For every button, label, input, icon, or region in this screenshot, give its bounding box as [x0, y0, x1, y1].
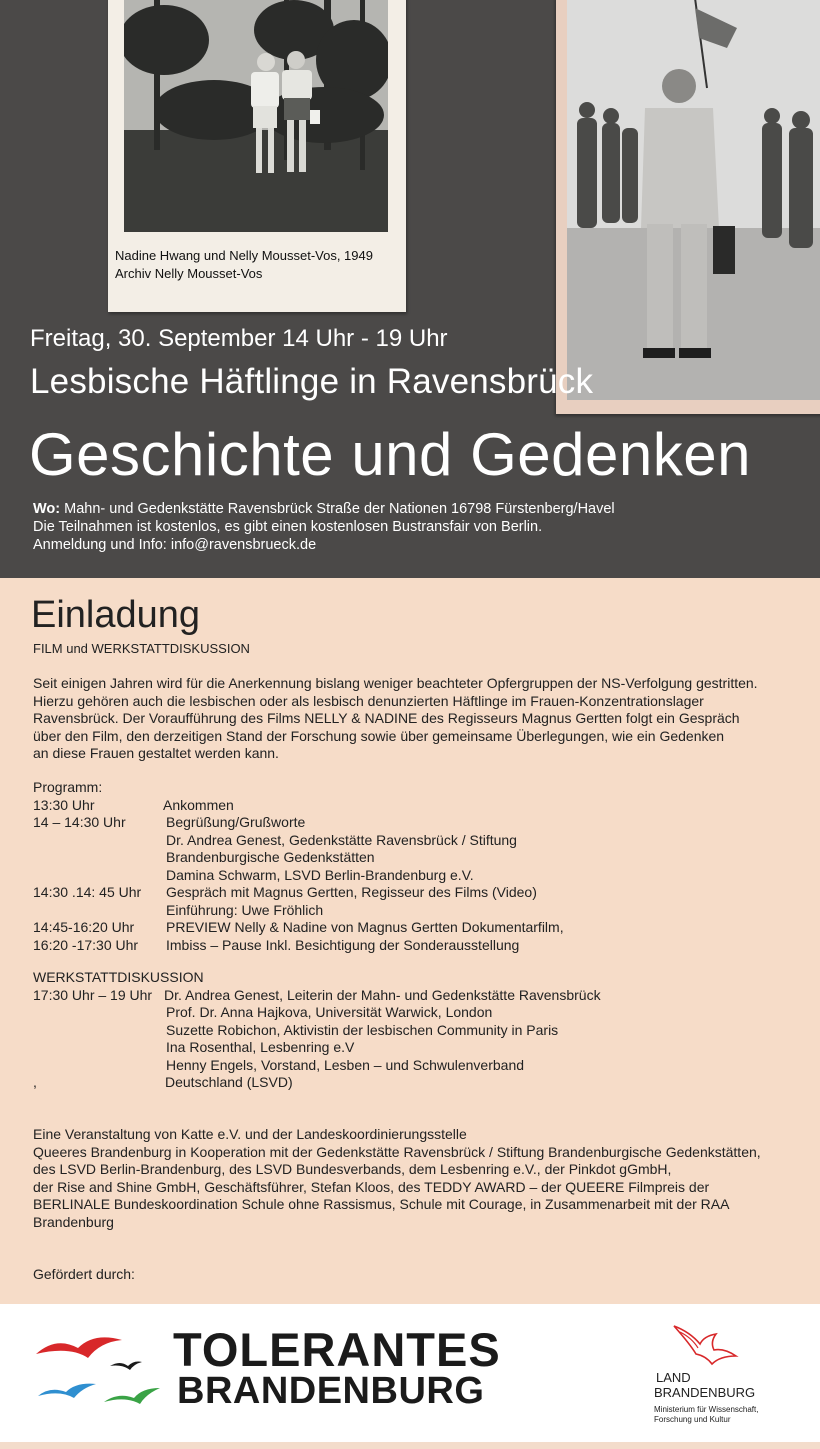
brandenburg-label: BRANDENBURG — [654, 1385, 756, 1400]
tolerantes-brandenburg-birds-icon — [34, 1322, 169, 1414]
program-time: 14:45-16:20 Uhr — [33, 919, 135, 935]
paragraph-line: über den Film, den derzeitigen Stand der Forschung sowie über gemeinsame Überlegungen, wie ein Gedenken — [33, 727, 725, 744]
organizers-line: BERLINALE Bundeskoordination Schule ohne Rassismus, Schule mit Courage, in Zusammenarbeit mit der RAA — [33, 1196, 730, 1212]
invitation-paragraph — [33, 675, 758, 763]
organizers-line: Eine Veranstaltung von Katte e.V. und der Landeskoordinierungsstelle — [33, 1126, 467, 1142]
workshop-label: WERKSTATTDISKUSSION — [33, 969, 204, 985]
paragraph-line: Seit einigen Jahren wird für die Anerkennung bislang weniger beachteter Opfergruppen der NS-Verfolgung gestritten. — [33, 675, 758, 691]
workshop-time: 17:30 Uhr – 19 Uhr — [33, 986, 153, 1003]
workshop-desc: Ina Rosenthal, Lesbenring e.V — [166, 1039, 355, 1055]
archive-photo-man — [556, 0, 820, 414]
organizers-text — [33, 1126, 761, 1231]
invitation-heading: Einladung — [31, 594, 201, 636]
event-registration-info: Anmeldung und Info: info@ravensbrueck.de — [33, 537, 317, 553]
workshop-desc: Henny Engels, Vorstand, Lesben – und Schwulenverband — [166, 1056, 525, 1073]
archive-photo-women — [108, 0, 406, 312]
program-desc: Damina Schwarm, LSVD Berlin-Brandenburg e.V. — [166, 866, 474, 883]
event-date: Freitag, 30. September 14 Uhr - 19 Uhr — [30, 325, 448, 352]
program-time: 14:30 .14: 45 Uhr — [33, 884, 142, 900]
program-desc: Ankommen — [163, 796, 234, 813]
workshop-desc: Suzette Robichon, Aktivistin der lesbischen Community in Paris — [166, 1021, 559, 1038]
organizers-line: der Rise and Shine GmbH, Geschäftsführer, Stefan Kloos, des TEDDY AWARD – der QUEERE Filmpreis der — [33, 1178, 710, 1195]
workshop-desc: Deutschland (LSVD) — [165, 1074, 293, 1090]
workshop-time: , — [33, 1074, 37, 1090]
funded-by-label: Gefördert durch: — [33, 1266, 135, 1282]
organizers-line: Queeres Brandenburg in Kooperation mit der Gedenkstätte Ravensbrück / Stiftung Brandenburgische Gedenkstätten, — [33, 1143, 761, 1160]
program-desc: Imbiss – Pause Inkl. Besichtigung der Sonderausstellung — [166, 936, 520, 953]
eagle-icon — [670, 1322, 740, 1372]
program-label: Programm: — [33, 779, 103, 795]
organizers-line: Brandenburg — [33, 1213, 114, 1230]
tolerantes-wordmark: TOLERANTES — [173, 1323, 501, 1376]
brandenburg-wordmark: BRANDENBURG — [177, 1370, 485, 1412]
event-info — [33, 500, 615, 554]
header-banner — [0, 0, 820, 578]
invitation-subheading: FILM und WERKSTATTDISKUSSION — [33, 641, 250, 656]
location-label: Wo: — [33, 501, 61, 517]
bottom-strip — [0, 1442, 820, 1449]
ministry-line: Ministerium für Wissenschaft, — [654, 1405, 759, 1414]
event-title: Geschichte und Gedenken — [29, 421, 751, 488]
program-desc: Brandenburgische Gedenkstätten — [166, 849, 375, 865]
workshop-desc: Prof. Dr. Anna Hajkova, Universität Warwick, London — [166, 1004, 493, 1020]
event-location — [33, 500, 615, 518]
land-brandenburg-logo — [626, 1312, 781, 1436]
workshop-desc: Dr. Andrea Genest, Leiterin der Mahn- und Gedenkstätte Ravensbrück — [164, 986, 601, 1003]
program-desc: Einführung: Uwe Fröhlich — [166, 901, 324, 918]
photo-two-women-image — [124, 0, 388, 232]
event-subtitle: Lesbische Häftlinge in Ravensbrück — [30, 362, 594, 401]
program-desc: PREVIEW Nelly & Nadine von Magnus Gertten Dokumentarfilm, — [166, 919, 564, 935]
organizers-line: des LSVD Berlin-Brandenburg, des LSVD Bundesverbands, dem Lesbenring e.V., der Pinkdot gGmbH, — [33, 1161, 672, 1177]
paragraph-line: an diese Frauen gestaltet werden kann. — [33, 745, 279, 761]
photo-caption-line1: Nadine Hwang und Nelly Mousset-Vos, 1949 — [115, 248, 373, 263]
program-desc: Gespräch mit Magnus Gertten, Regisseur des Films (Video) — [166, 884, 537, 900]
location-text: Mahn- und Gedenkstätte Ravensbrück Straße der Nationen 16798 Fürstenberg/Havel — [60, 501, 615, 517]
photo-caption-line2: Archiv Nelly Mousset-Vos — [115, 266, 263, 281]
land-label: LAND — [656, 1370, 691, 1385]
event-cost-info: Die Teilnahmen ist kostenlos, es gibt einen kostenlosen Bustransfair von Berlin. — [33, 519, 543, 535]
program-desc: Begrüßung/Grußworte — [166, 814, 306, 830]
program-time: 13:30 Uhr — [33, 796, 95, 813]
program-desc: Dr. Andrea Genest, Gedenkstätte Ravensbrück / Stiftung — [166, 831, 517, 848]
ministry-label — [654, 1405, 758, 1425]
photo-suited-person-image — [567, 0, 820, 400]
program-time: 16:20 -17:30 Uhr — [33, 936, 139, 953]
paragraph-line: Hierzu gehören auch die lesbischen oder als lesbisch denunzierten Häftlinge im Frauen-Konzentrationslager — [33, 692, 704, 709]
program-time: 14 – 14:30 Uhr — [33, 814, 126, 830]
paragraph-line: Ravensbrück. Der Voraufführung des Films NELLY & NADINE des Regisseurs Magnus Gertten folgt ein Gespräch — [33, 710, 740, 726]
photo-caption — [115, 247, 405, 283]
ministry-line: Forschung und Kultur — [654, 1415, 731, 1424]
sponsor-logos — [0, 1304, 820, 1442]
